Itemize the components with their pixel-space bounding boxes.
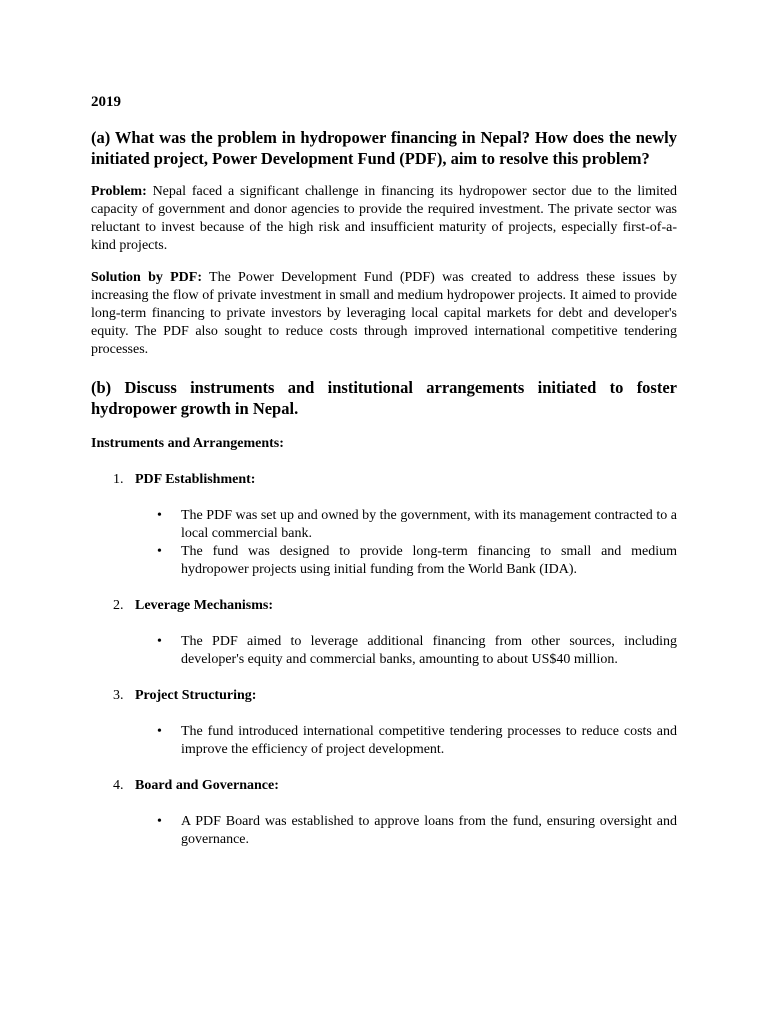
bullet-text: The PDF was set up and owned by the government, with its management contracted to a local commercial bank.	[181, 508, 677, 541]
bullet-list	[91, 633, 677, 669]
list-item-label: PDF Establishment:	[135, 472, 256, 487]
bullet-list	[91, 507, 677, 579]
bullet-text: The PDF aimed to leverage additional financing from other sources, including developer's equity and commercial banks, amounting to about US$40 million.	[181, 634, 677, 667]
list-item-title	[113, 777, 677, 795]
bullet-text: The fund was designed to provide long-term financing to small and medium hydropower projects using initial funding from the World Bank (IDA).	[181, 544, 677, 577]
list-item-title	[113, 471, 677, 489]
problem-paragraph	[91, 183, 677, 255]
bullet-item	[91, 507, 677, 543]
list-item-number: 4.	[113, 778, 124, 793]
instruments-list	[91, 471, 677, 849]
bullet-text: A PDF Board was established to approve loans from the fund, ensuring oversight and governance.	[181, 814, 677, 847]
bullet-icon: •	[157, 814, 162, 829]
bullet-list	[91, 723, 677, 759]
list-item-label: Leverage Mechanisms:	[135, 598, 274, 613]
problem-text: Nepal faced a significant challenge in financing its hydropower sector due to the limited capacity of government and donor agencies to provide the required investment. The private sector was reluctant to invest because of the high risk and insufficient maturity of projects, especially first-of-a-kind projects.	[91, 184, 677, 253]
list-item-title	[113, 687, 677, 705]
instruments-subheading: Instruments and Arrangements:	[91, 436, 284, 451]
list-item-label: Project Structuring:	[135, 688, 257, 703]
solution-label: Solution by PDF:	[91, 270, 202, 285]
list-item-number: 1.	[113, 472, 124, 487]
problem-label: Problem:	[91, 184, 147, 199]
bullet-icon: •	[157, 544, 162, 559]
bullet-icon: •	[157, 634, 162, 649]
bullet-icon: •	[157, 508, 162, 523]
bullet-item	[91, 813, 677, 849]
question-b-heading: (b) Discuss instruments and institutional arrangements initiated to foster hydropower growth in Nepal.	[91, 378, 677, 418]
list-item	[91, 471, 677, 579]
bullet-icon: •	[157, 724, 162, 739]
list-item	[91, 597, 677, 669]
bullet-list	[91, 813, 677, 849]
list-item-label: Board and Governance:	[135, 778, 279, 793]
year-heading: 2019	[91, 94, 121, 110]
bullet-text: The fund introduced international competitive tendering processes to reduce costs and improve the efficiency of project development.	[181, 724, 677, 757]
bullet-item	[91, 543, 677, 579]
list-item-number: 2.	[113, 598, 124, 613]
list-item-number: 3.	[113, 688, 124, 703]
list-item	[91, 777, 677, 849]
question-a-heading: (a) What was the problem in hydropower financing in Nepal? How does the newly initiated project, Power Development Fund (PDF), aim to resolve this problem?	[91, 128, 677, 168]
bullet-item	[91, 633, 677, 669]
bullet-item	[91, 723, 677, 759]
solution-text: The Power Development Fund (PDF) was created to address these issues by increasing the flow of private investment in small and medium hydropower projects. It aimed to provide long-term financing to private investors by leveraging local capital markets for debt and developer's equity. The PDF also sought to reduce costs through improved international competitive tendering processes.	[91, 270, 677, 357]
list-item	[91, 687, 677, 759]
list-item-title	[113, 597, 677, 615]
solution-paragraph	[91, 269, 677, 359]
